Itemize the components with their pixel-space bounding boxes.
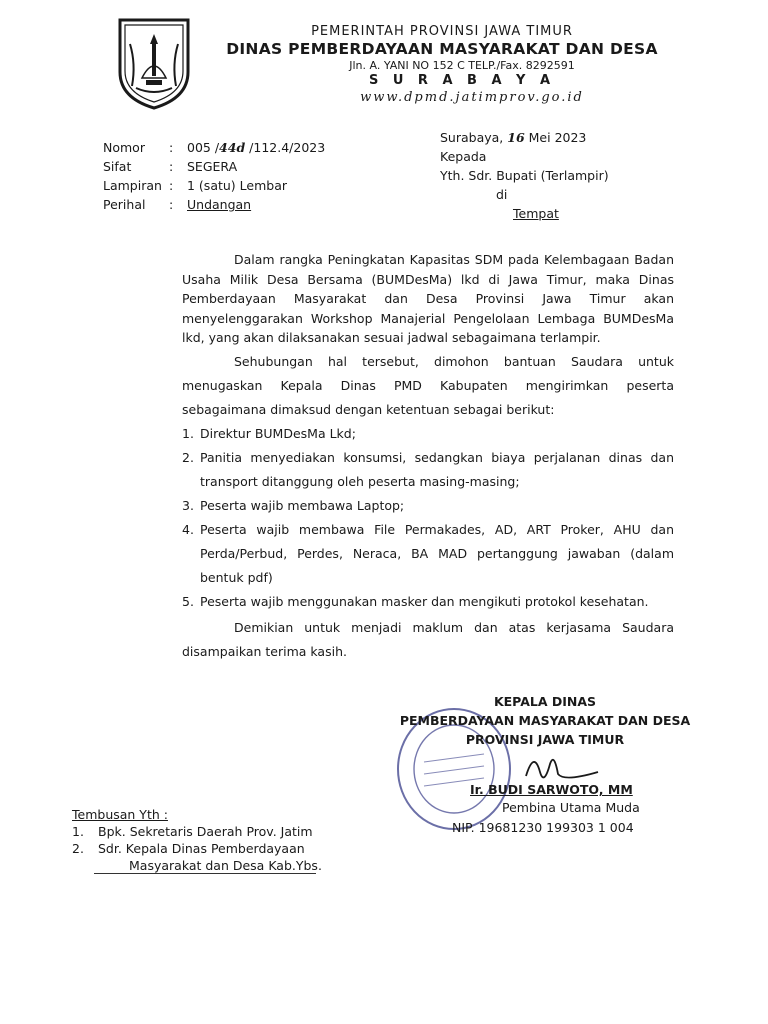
signer-title-1: KEPALA DINAS	[493, 694, 597, 709]
list-text: Peserta wajib menggunakan masker dan mengikuti protokol kesehatan.	[200, 593, 649, 609]
meta-row-sifat	[103, 157, 325, 176]
date-month-year: Mei 2023	[524, 130, 587, 145]
letter-date	[440, 128, 660, 147]
cc-text: Bpk. Sekretaris Daerah Prov. Jatim	[98, 824, 313, 839]
meta-row-lampiran	[103, 176, 325, 195]
east-java-emblem-icon	[112, 14, 196, 112]
meta-sep: :	[169, 178, 174, 193]
list-text: Peserta wajib membawa File Permakades, AD, ART Proker, AHU dan Perda/Perbud, Perdes, Neraca, BA MAD pertanggung jawaban (dalam bentuk pdf)	[200, 521, 674, 585]
meta-key: Perihal	[103, 197, 146, 212]
list-number: 2.	[182, 449, 194, 465]
letterhead-website: www.dpmd.jatimprov.go.id	[360, 90, 584, 105]
meta-row-nomor	[103, 138, 325, 157]
meta-row-perihal	[103, 195, 325, 214]
di-label: di	[496, 187, 508, 202]
letter-number-handwritten: 44d	[219, 140, 246, 155]
meta-value	[187, 138, 325, 157]
meta-sep: :	[169, 197, 174, 212]
date-day-handwritten: 16	[507, 130, 525, 145]
list-item	[182, 446, 674, 494]
letter-meta	[103, 138, 325, 214]
cc-number: 1.	[72, 824, 84, 839]
list-text: Direktur BUMDesMa Lkd;	[200, 425, 356, 441]
meta-value: Undangan	[187, 197, 252, 212]
list-number: 4.	[182, 521, 194, 537]
carbon-copy-block	[72, 806, 322, 874]
date-city: Surabaya,	[440, 130, 508, 145]
list-number: 1.	[182, 425, 194, 441]
signer-name: Ir. BUDI SARWOTO, MM	[470, 782, 633, 797]
meta-key: Sifat	[103, 159, 132, 174]
list-number: 5.	[182, 593, 194, 609]
cc-number: 2.	[72, 841, 84, 856]
letterhead	[212, 24, 672, 107]
cc-text-continued: Masyarakat dan Desa Kab.Ybs.	[129, 858, 322, 873]
signer-title-2: PEMBERDAYAAN MASYARAKAT DAN DESA	[399, 713, 691, 728]
meta-value: 1 (satu) Lembar	[187, 178, 287, 193]
signature-block	[380, 692, 710, 749]
letter-body	[182, 250, 674, 664]
signer-rank: Pembina Utama Muda	[502, 800, 640, 815]
letterhead-city: S U R A B A Y A	[368, 73, 556, 88]
letterhead-agency: DINAS PEMBERDAYAAN MASYARAKAT DAN DESA	[226, 40, 658, 58]
signer-nip: NIP. 19681230 199303 1 004	[452, 820, 634, 835]
letter-number-prefix: 005 /	[187, 140, 220, 155]
meta-value: SEGERA	[187, 159, 238, 174]
list-item	[182, 518, 674, 590]
recipient-name: Yth. Sdr. Bupati (Terlampir)	[440, 168, 609, 183]
body-paragraph-1: Dalam rangka Peningkatan Kapasitas SDM pada Kelembagaan Badan Usaha Milik Desa Bersama (BUMDesMa) lkd di Jawa Timur, maka Dinas Pemberdayaan Masyarakat dan Desa Provinsi Jawa Timur akan menyelenggarakan Workshop Manajerial Pengelolaan Lembaga BUMDesMa lkd, yang akan dilaksanakan sesuai jadwal sebagaimana terlampir.	[182, 252, 674, 345]
cc-text: Sdr. Kepala Dinas Pemberdayaan	[98, 841, 305, 856]
meta-key: Lampiran	[103, 178, 162, 193]
list-text: Panitia menyediakan konsumsi, sedangkan biaya perjalanan dinas dan transport ditanggung oleh peserta masing-masing;	[200, 449, 674, 489]
recipient-block	[440, 128, 660, 223]
tempat-label: Tempat	[513, 206, 559, 221]
letter-number-suffix: /112.4/2023	[245, 140, 326, 155]
list-number: 3.	[182, 497, 194, 513]
meta-sep: :	[169, 140, 174, 155]
letterhead-government: PEMERINTAH PROVINSI JAWA TIMUR	[311, 24, 573, 39]
list-item	[182, 590, 674, 614]
requirements-list	[182, 422, 674, 614]
letterhead-address: Jln. A. YANI NO 152 C TELP./Fax. 8292591	[349, 59, 575, 72]
cc-title: Tembusan Yth :	[72, 807, 168, 822]
closing-paragraph: Demikian untuk menjadi maklum dan atas kerjasama Saudara disampaikan terima kasih.	[182, 619, 674, 659]
cc-underline	[94, 873, 316, 874]
list-item	[182, 494, 674, 518]
kepada-label: Kepada	[440, 149, 487, 164]
list-text: Peserta wajib membawa Laptop;	[200, 497, 405, 513]
cc-item	[72, 823, 322, 840]
body-paragraph-2: Sehubungan hal tersebut, dimohon bantuan Saudara untuk menugaskan Kepala Dinas PMD Kabupaten mengirimkan peserta sebagaimana dimaksud dengan ketentuan sebagai berikut:	[182, 353, 674, 417]
meta-key: Nomor	[103, 140, 145, 155]
meta-sep: :	[169, 159, 174, 174]
list-item	[182, 422, 674, 446]
signer-title-3: PROVINSI JAWA TIMUR	[465, 732, 625, 747]
cc-item	[72, 840, 322, 857]
